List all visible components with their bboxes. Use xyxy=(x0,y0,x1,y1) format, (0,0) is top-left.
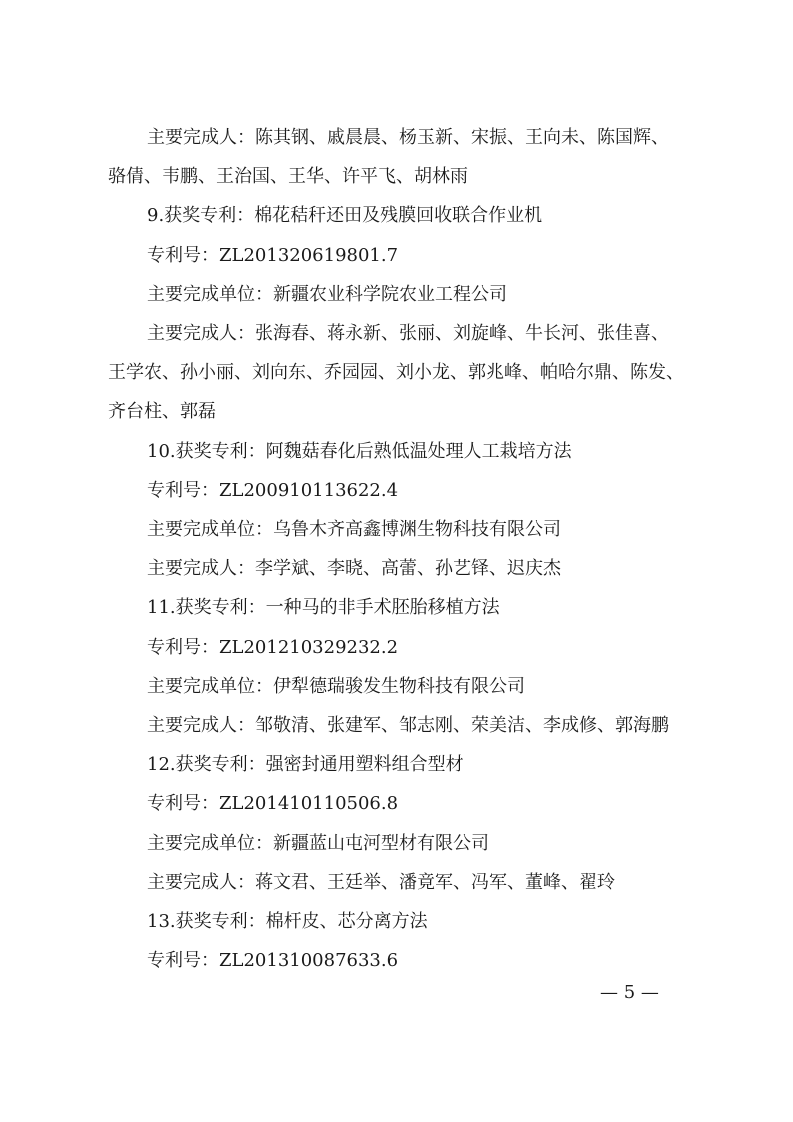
text-line: 王学农、孙小丽、刘向东、乔园园、刘小龙、郭兆峰、帕哈尔鼎、陈发、 xyxy=(108,362,684,383)
patent-number: 专利号：ZL201210329232.2 xyxy=(147,637,399,658)
patent-number: 专利号：ZL201310087633.6 xyxy=(147,950,399,971)
page-number: — 5 — xyxy=(600,982,659,1003)
patent-title: 13.获奖专利：棉杆皮、芯分离方法 xyxy=(147,911,428,932)
completion-persons: 主要完成人：李学斌、李晓、高蕾、孙艺铎、迟庆杰 xyxy=(147,558,561,579)
completion-persons: 主要完成人：张海春、蒋永新、张丽、刘旋峰、牛长河、张佳喜、 xyxy=(147,323,669,344)
patent-title: 9.获奖专利：棉花秸秆还田及残膜回收联合作业机 xyxy=(147,205,543,226)
patent-number: 专利号：ZL201410110506.8 xyxy=(147,793,399,814)
completion-persons: 主要完成人：邹敬清、张建军、邹志刚、荣美洁、李成修、郭海鹏 xyxy=(147,715,669,736)
patent-number: 专利号：ZL201320619801.7 xyxy=(147,245,399,266)
completion-unit: 主要完成单位：新疆农业科学院农业工程公司 xyxy=(147,284,507,305)
completion-unit: 主要完成单位：伊犁德瑞骏发生物科技有限公司 xyxy=(147,676,525,697)
patent-number: 专利号：ZL200910113622.4 xyxy=(147,480,399,501)
completion-unit: 主要完成单位：乌鲁木齐高鑫博渊生物科技有限公司 xyxy=(147,519,561,540)
completion-persons: 主要完成人：蒋文君、王廷举、潘竟军、冯军、董峰、翟玲 xyxy=(147,872,615,893)
completion-unit: 主要完成单位：新疆蓝山屯河型材有限公司 xyxy=(147,833,489,854)
text-line: 主要完成人：陈其钢、戚晨晨、杨玉新、宋振、王向未、陈国辉、 xyxy=(147,127,669,148)
text-line: 齐台柱、郭磊 xyxy=(108,401,216,422)
patent-title: 10.获奖专利：阿魏菇春化后熟低温处理人工栽培方法 xyxy=(147,441,572,462)
text-line: 骆倩、韦鹏、王治国、王华、许平飞、胡林雨 xyxy=(108,166,468,187)
patent-title: 12.获奖专利：强密封通用塑料组合型材 xyxy=(147,754,464,775)
patent-title: 11.获奖专利：一种马的非手术胚胎移植方法 xyxy=(147,597,500,618)
